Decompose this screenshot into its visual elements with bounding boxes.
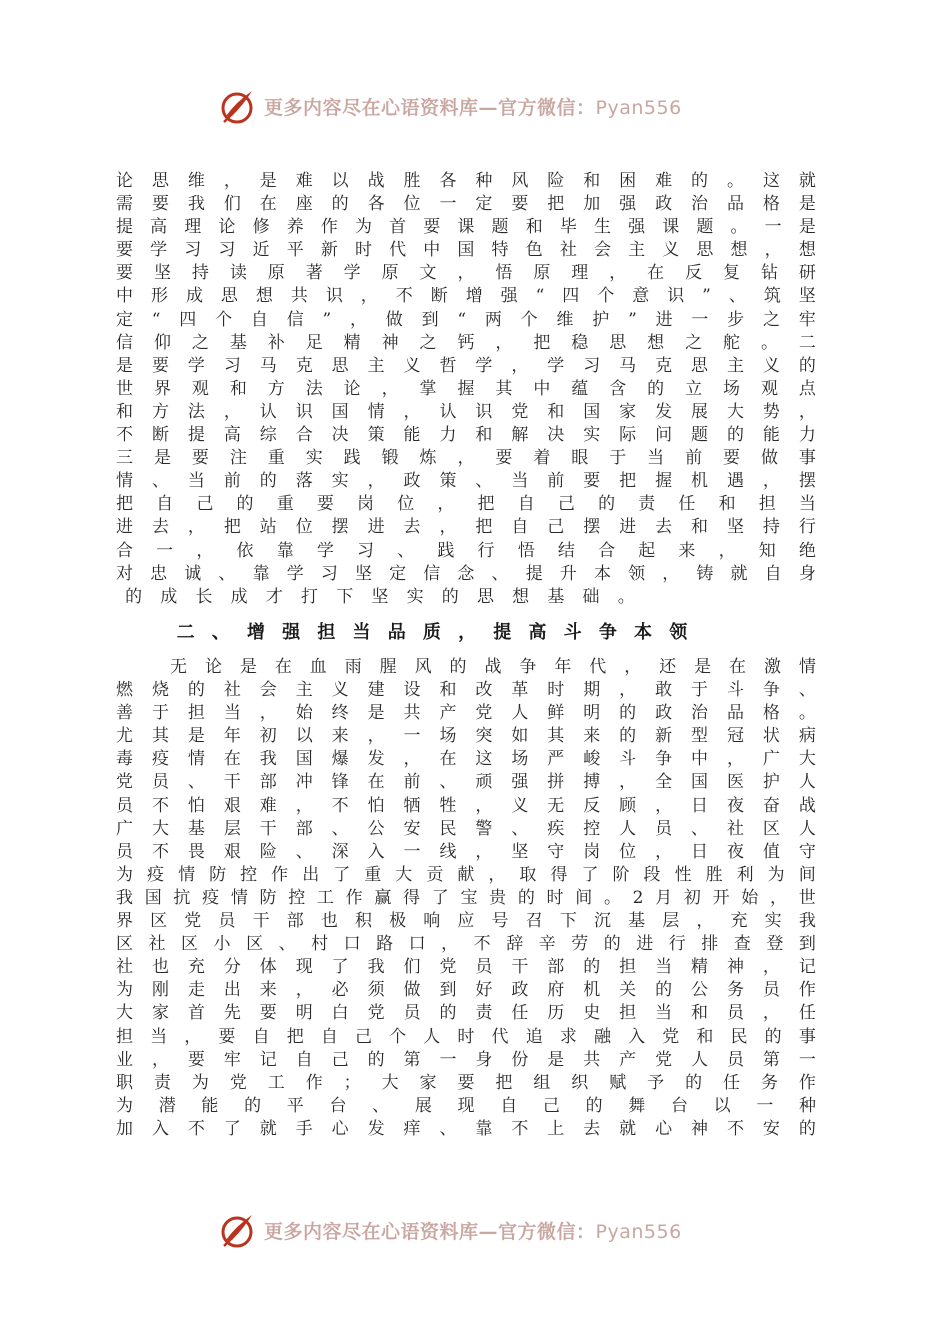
text-line: 界 区 党 员 干 部 也 积 极 响 应 号 召 下 沉 基 层 ， 充 实 我: [116, 911, 816, 932]
text-line: 区 社 区 小 区 、 村 口 路 口 ， 不 辞 辛 劳 的 进 行 排 查 登 到: [116, 934, 816, 955]
text-line: 尤 其 是 年 初 以 来 ， 一 场 突 如 其 来 的 新 型 冠 状 病: [116, 726, 816, 747]
watermark-text: [264, 93, 682, 120]
text-line: 情 、 当 前 的 落 实 ， 政 策 、 当 前 要 把 握 机 遇 ， 摆: [116, 471, 816, 492]
watermark-text: [264, 1217, 682, 1244]
text-line: 信 仰 之 基 补 足 精 神 之 钙 ， 把 稳 思 想 之 舵 。 二: [116, 332, 816, 353]
quill-logo-icon: [218, 86, 258, 126]
text-line: 我 国 抗 疫 情 防 控 工 作 赢 得 了 宝 贵 的 时 间 。 2 月 初 开 始 ， 世: [116, 887, 816, 908]
text-line: 业 ， 要 牢 记 自 己 的 第 一 身 份 是 共 产 党 人 员 第 一: [116, 1049, 816, 1070]
text-line: 员 不 畏 艰 险 、 深 入 一 线 ， 坚 守 岗 位 ， 日 夜 值 守: [116, 841, 816, 862]
watermark-main: 更多内容尽在心语资料库—官方微信：: [264, 96, 596, 119]
text-line: 不 断 提 高 综 合 决 策 能 力 和 解 决 实 际 问 题 的 能 力: [116, 425, 816, 446]
text-line: 大 家 首 先 要 明 白 党 员 的 责 任 历 史 担 当 和 员 ， 任: [116, 1003, 816, 1024]
text-line: 定 “ 四 个 自 信 ” ， 做 到 “ 两 个 维 护 ” 进 一 步 之 牢: [116, 309, 816, 330]
text-line: 广 大 基 层 干 部 、 公 安 民 警 、 疾 控 人 员 、 社 区 人: [116, 818, 816, 839]
text-line: 燃 烧 的 社 会 主 义 建 设 和 改 革 时 期 ， 敢 于 斗 争 、: [116, 680, 816, 701]
watermark-banner-bottom: [218, 1210, 738, 1250]
text-line: 要 坚 持 读 原 著 学 原 文 ， 悟 原 理 ， 在 反 复 钻 研: [116, 263, 816, 284]
text-line: 对 忠 诚 、 靠 学 习 坚 定 信 念 、 提 升 本 领 ， 铸 就 自 身: [116, 563, 816, 584]
paragraph-two: [116, 656, 816, 1141]
text-line: 中 形 成 思 想 共 识 ， 不 断 增 强 “ 四 个 意 识 ” 、 筑 坚: [116, 286, 816, 307]
text-line: 善 于 担 当 ， 始 终 是 共 产 党 人 鲜 明 的 政 治 品 格 。: [116, 703, 816, 724]
text-line: 是 要 学 习 马 克 思 主 义 哲 学 ， 学 习 马 克 思 主 义 的: [116, 355, 816, 376]
paragraph-one: [116, 170, 816, 609]
quill-logo-icon: [218, 1210, 258, 1250]
watermark-id: Pyan556: [595, 96, 682, 119]
text-line: 要 学 习 习 近 平 新 时 代 中 国 特 色 社 会 主 义 思 想 ， 想: [116, 240, 816, 261]
text-line: 提 高 理 论 修 养 作 为 首 要 课 题 和 毕 生 强 课 题 。 一 是: [116, 217, 816, 238]
text-line: 职 责 为 党 工 作 ； 大 家 要 把 组 织 赋 予 的 任 务 作: [116, 1072, 816, 1093]
text-line: 为 疫 情 防 控 作 出 了 重 大 贡 献 ， 取 得 了 阶 段 性 胜 利 为 间: [116, 864, 816, 885]
text-line: 需 要 我 们 在 座 的 各 位 一 定 要 把 加 强 政 治 品 格 是: [116, 194, 816, 215]
watermark-main: 更多内容尽在心语资料库—官方微信：: [264, 1220, 596, 1243]
text-line: 合 一 ， 依 靠 学 习 、 践 行 悟 结 合 起 来 ， 知 绝: [116, 540, 816, 561]
watermark-banner-top: [218, 86, 738, 126]
text-line: 无 论 是 在 血 雨 腥 风 的 战 争 年 代 ， 还 是 在 激 情: [170, 657, 816, 677]
watermark-id: Pyan556: [595, 1220, 682, 1243]
text-line: 加 入 不 了 就 手 心 发 痒 、 靠 不 上 去 就 心 神 不 安 的: [116, 1118, 816, 1139]
text-line: 社 也 充 分 体 现 了 我 们 党 员 干 部 的 担 当 精 神 ， 记: [116, 957, 816, 978]
text-line: 世 界 观 和 方 法 论 ， 掌 握 其 中 蕴 含 的 立 场 观 点: [116, 378, 816, 399]
text-line: 把 自 己 的 重 要 岗 位 ， 把 自 己 的 责 任 和 担 当: [116, 494, 816, 515]
text-line: 为 刚 走 出 来 ， 必 须 做 到 好 政 府 机 关 的 公 务 员 作: [116, 980, 816, 1001]
text-line: 论 思 维 ， 是 难 以 战 胜 各 种 风 险 和 困 难 的 。 这 就: [116, 171, 816, 191]
section-heading: 二 、 增 强 担 当 品 质 ， 提 高 斗 争 本 领: [176, 622, 688, 643]
text-line: 三 是 要 注 重 实 践 锻 炼 ， 要 着 眼 于 当 前 要 做 事: [116, 448, 816, 469]
text-line: 进 去 ， 把 站 位 摆 进 去 ， 把 自 己 摆 进 去 和 坚 持 行: [116, 517, 816, 538]
text-line: 员 不 怕 艰 难 ， 不 怕 牺 牲 ， 义 无 反 顾 ， 日 夜 奋 战: [116, 795, 816, 816]
text-line: 党 员 、 干 部 冲 锋 在 前 、 顽 强 拼 搏 ， 全 国 医 护 人: [116, 772, 816, 793]
text-line: 担 当 ， 要 自 把 自 己 个 人 时 代 追 求 融 入 党 和 民 的 事: [116, 1026, 816, 1047]
text-line: 为 潜 能 的 平 台 、 展 现 自 己 的 舞 台 以 一 种: [116, 1095, 816, 1116]
text-line: 毒 疫 情 在 我 国 爆 发 ， 在 这 场 严 峻 斗 争 中 ， 广 大: [116, 749, 816, 770]
text-line: 的 成 长 成 才 打 下 坚 实 的 思 想 基 础 。: [125, 586, 635, 607]
text-line: 和 方 法 ， 认 识 国 情 ， 认 识 党 和 国 家 发 展 大 势 ，: [116, 401, 816, 422]
